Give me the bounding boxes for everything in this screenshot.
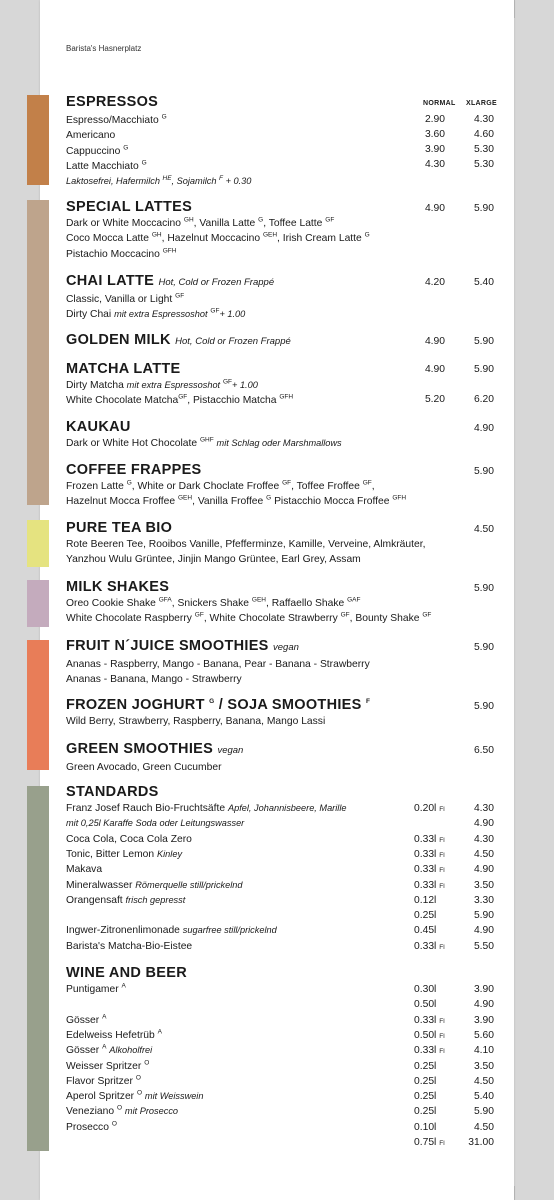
- price: 4.30: [473, 803, 494, 814]
- menu-line: Dirty Chai mit extra Espressoshot $^{GF}$+ 1.00: [66, 307, 246, 321]
- price: 31.00: [468, 1137, 494, 1148]
- drink-row: Weisser Spritzer $^O$: [66, 1059, 150, 1072]
- price-normal: 4.90: [424, 336, 445, 347]
- price-xlarge: 5.90: [473, 642, 494, 653]
- volume: 0.30l: [414, 984, 437, 995]
- menu-item: Espresso/Macchiato $^G$: [66, 113, 167, 126]
- price: 3.30: [473, 894, 494, 906]
- drink-row: Barista's Matcha-Bio-Eistee: [66, 940, 193, 952]
- menu-line: Yanzhou Wulu Grüntee, Jinjin Mango Grüntee, Earl Grey, Assam: [66, 554, 361, 566]
- section-title: FRUIT N´JUICE SMOOTHIES vegan: [66, 638, 299, 654]
- price-xlarge: 4.90: [473, 423, 494, 434]
- menu-line: Pistachio Moccacino $^{GFH}$: [66, 247, 177, 260]
- price: 4.50: [473, 848, 494, 860]
- volume: 0.75l Fl: [414, 1137, 445, 1148]
- section-fruit-juice-smoothies: [66, 637, 496, 688]
- color-bar-coffee-specialities: [27, 200, 49, 505]
- section-milk-shakes: [66, 578, 496, 627]
- price: 3.50: [473, 1060, 494, 1072]
- price: 4.90: [473, 864, 494, 876]
- menu-line: Hazelnut Mocca Froffee $^{GEH}$, Vanilla Froffee $^G$ Pistacchio Mocca Froffee $^{GFH}$: [66, 494, 407, 508]
- menu-line: Classic, Vanilla or Light $^{GF}$: [66, 292, 185, 305]
- section-title: GREEN SMOOTHIES vegan: [66, 741, 244, 757]
- section-frozen-joghurt: [66, 696, 496, 729]
- volume: 0.45l: [414, 925, 437, 937]
- section-kaukau: [66, 418, 496, 451]
- drink-row: mit 0,25l Karaffe Soda oder Leitungswasser: [66, 818, 245, 829]
- volume: 0.33l Fl: [414, 1045, 445, 1057]
- drink-row: Gösser $^A$ Alkoholfrei: [66, 1043, 153, 1057]
- drink-row: Edelweiss Hefetrüb $^A$: [66, 1028, 162, 1041]
- price-xlarge: 5.90: [473, 466, 494, 477]
- drink-row: Orangensaft frisch gepresst: [66, 894, 186, 906]
- price-normal: 4.20: [424, 277, 445, 288]
- menu-line: Wild Berry, Strawberry, Raspberry, Banana, Mango Lassi: [66, 716, 326, 727]
- volume: 0.12l: [414, 894, 437, 906]
- volume: 0.33l Fl: [414, 1014, 445, 1026]
- price-xlarge: 5.90: [473, 701, 494, 712]
- section-title: FROZEN JOGHURT $^G$ / SOJA SMOOTHIES $^F$: [66, 697, 371, 713]
- color-bar-tea: [27, 520, 49, 567]
- volume: 0.50l Fl: [414, 1029, 445, 1041]
- price: 5.90: [473, 910, 494, 922]
- section-title: SPECIAL LATTES: [66, 199, 193, 215]
- volume: 0.25l: [414, 1091, 437, 1103]
- section-title: ESPRESSOS: [66, 94, 159, 110]
- price-xlarge: 5.90: [473, 583, 494, 594]
- color-bar-smoothies: [27, 640, 49, 770]
- section-coffee-frappes: [66, 461, 496, 510]
- price-xlarge: 5.40: [473, 277, 494, 288]
- price-normal: 4.90: [424, 203, 445, 214]
- menu-line: Oreo Cookie Shake $^{GFA}$, Snickers Shake $^{GEH}$, Raffaello Shake $^{GAF}$: [66, 596, 361, 609]
- price-xlarge: 4.30: [473, 114, 494, 125]
- section-title: WINE AND BEER: [66, 965, 187, 981]
- menu-line: White Chocolate Raspberry $^{GF}$, White Chocolate Strawberry $^{GF}$, Bounty Shake $^{GF}$: [66, 611, 432, 625]
- volume: 0.25l: [414, 910, 437, 922]
- menu-item: Americano: [66, 130, 116, 142]
- price: 4.50: [473, 1121, 494, 1133]
- volume: 0.33l Fl: [414, 833, 445, 845]
- price-xlarge: 6.50: [473, 745, 494, 756]
- section-title: KAUKAU: [66, 419, 131, 435]
- section-title: MILK SHAKES: [66, 579, 170, 595]
- section-pure-tea-bio: [66, 519, 496, 568]
- drink-row: Flavor Spritzer $^O$: [66, 1074, 141, 1087]
- volume: 0.33l Fl: [414, 879, 445, 891]
- price-xlarge: 5.90: [473, 336, 494, 347]
- milk-note: Laktosefrei, Hafermilch $^{HE}$, Sojamilch $^F$ + 0.30: [66, 175, 252, 187]
- price-xlarge: 4.60: [473, 129, 494, 140]
- price-xlarge: 5.30: [473, 144, 494, 155]
- drink-row: Franz Josef Rauch Bio-Fruchtsäfte Apfel, Johannisbeere, Marille: [66, 803, 347, 814]
- section-title: COFFEE FRAPPES: [66, 462, 202, 478]
- volume: 0.25l: [414, 1075, 437, 1087]
- menu-line: Green Avocado, Green Cucumber: [66, 762, 222, 773]
- price-xlarge: 5.90: [473, 203, 494, 214]
- header-normal: NORMAL: [423, 100, 456, 107]
- price: 4.30: [473, 833, 494, 845]
- drink-row: Aperol Spritzer $^O$ mit Weisswein: [66, 1089, 204, 1103]
- price-normal: 4.90: [424, 364, 445, 375]
- venue-name: Barista's Hasnerplatz: [66, 44, 142, 53]
- price-normal: 3.60: [424, 129, 445, 140]
- drink-row: Gösser $^A$: [66, 1013, 107, 1026]
- menu-line: Dark or White Moccacino $^{GH}$, Vanilla Latte $^G$, Toffee Latte $^{GF}$: [66, 216, 335, 229]
- price: 3.90: [473, 984, 494, 995]
- section-title: STANDARDS: [66, 784, 159, 800]
- price-xlarge: 5.30: [473, 159, 494, 170]
- volume: 0.33l Fl: [414, 848, 445, 860]
- color-bar-shakes: [27, 580, 49, 627]
- price-xlarge: 6.20: [473, 394, 494, 405]
- drink-row: Tonic, Bitter Lemon Kinley: [66, 848, 183, 860]
- price: 4.10: [473, 1045, 494, 1057]
- volume: 0.33l Fl: [414, 864, 445, 876]
- price: 4.90: [473, 999, 494, 1011]
- volume: 0.25l: [414, 1060, 437, 1072]
- price: 4.50: [473, 1075, 494, 1087]
- menu-line: Coco Mocca Latte $^{GH}$, Hazelnut Moccacino $^{GEH}$, Irish Cream Latte $^G$: [66, 231, 370, 245]
- menu-line: Dark or White Hot Chocolate $^{GHF}$ mit Schlag oder Marshmallows: [66, 436, 342, 449]
- price-xlarge: 5.90: [473, 364, 494, 375]
- menu-line: Ananas - Raspberry, Mango - Banana, Pear - Banana - Strawberry: [66, 659, 370, 670]
- color-bar-espressos: [27, 95, 49, 185]
- price-normal: 2.90: [424, 114, 445, 125]
- section-title: PURE TEA BIO: [66, 520, 173, 536]
- price: 4.90: [473, 818, 494, 830]
- menu-line: Rote Beeren Tee, Rooibos Vanille, Pfefferminze, Kamille, Verveine, Almkräuter,: [66, 539, 426, 550]
- price: 5.90: [473, 1106, 494, 1118]
- price-normal: 4.30: [424, 159, 445, 170]
- volume: 0.20l Fl: [414, 803, 445, 814]
- menu-line: White Chocolate Matcha$^{GF}$, Pistacchio Matcha $^{GFH}$: [66, 393, 294, 407]
- menu-item: Latte Macchiato $^G$: [66, 159, 147, 172]
- price: 3.50: [473, 879, 494, 891]
- section-wine-and-beer: [66, 964, 496, 982]
- price: 3.90: [473, 1014, 494, 1026]
- drink-row: Prosecco $^O$: [66, 1120, 117, 1133]
- volume: 0.50l: [414, 999, 437, 1011]
- drink-row: Veneziano $^O$ mit Prosecco: [66, 1104, 179, 1118]
- drink-row: Makava: [66, 864, 103, 876]
- menu-line: Ananas - Banana, Mango - Strawberry: [66, 674, 242, 686]
- section-title: MATCHA LATTE: [66, 361, 181, 377]
- price: 4.90: [473, 925, 494, 937]
- drink-row: Ingwer-Zitronenlimonade sugarfree still/prickelnd: [66, 925, 277, 937]
- price-normal: 5.20: [424, 394, 445, 405]
- header-xlarge: XLARGE: [466, 100, 497, 107]
- menu-line: Frozen Latte $^G$, White or Dark Choclate Froffee $^{GF}$, Toffee Froffee $^{GF}$,: [66, 479, 375, 492]
- color-bar-drinks: [27, 786, 49, 1151]
- volume: 0.10l: [414, 1121, 437, 1133]
- price-xlarge: 4.50: [473, 524, 494, 535]
- section-standards: [66, 783, 496, 801]
- menu-line: Dirty Matcha mit extra Espressoshot $^{GF}$+ 1.00: [66, 378, 258, 391]
- volume: 0.33l Fl: [414, 940, 445, 952]
- menu-item: Cappuccino $^G$: [66, 144, 129, 157]
- section-title: CHAI LATTE Hot, Cold or Frozen Frappé: [66, 273, 275, 289]
- price: 5.50: [473, 940, 494, 952]
- section-title: GOLDEN MILK Hot, Cold or Frozen Frappé: [66, 332, 291, 348]
- volume: 0.25l: [414, 1106, 437, 1118]
- price: 5.60: [473, 1029, 494, 1041]
- drink-row: Coca Cola, Coca Cola Zero: [66, 833, 192, 845]
- price: 5.40: [473, 1091, 494, 1103]
- drink-row: Puntigamer $^A$: [66, 982, 126, 995]
- drink-row: Mineralwasser Römerquelle still/prickelnd: [66, 879, 243, 891]
- price-normal: 3.90: [424, 144, 445, 155]
- section-green-smoothies: [66, 740, 496, 775]
